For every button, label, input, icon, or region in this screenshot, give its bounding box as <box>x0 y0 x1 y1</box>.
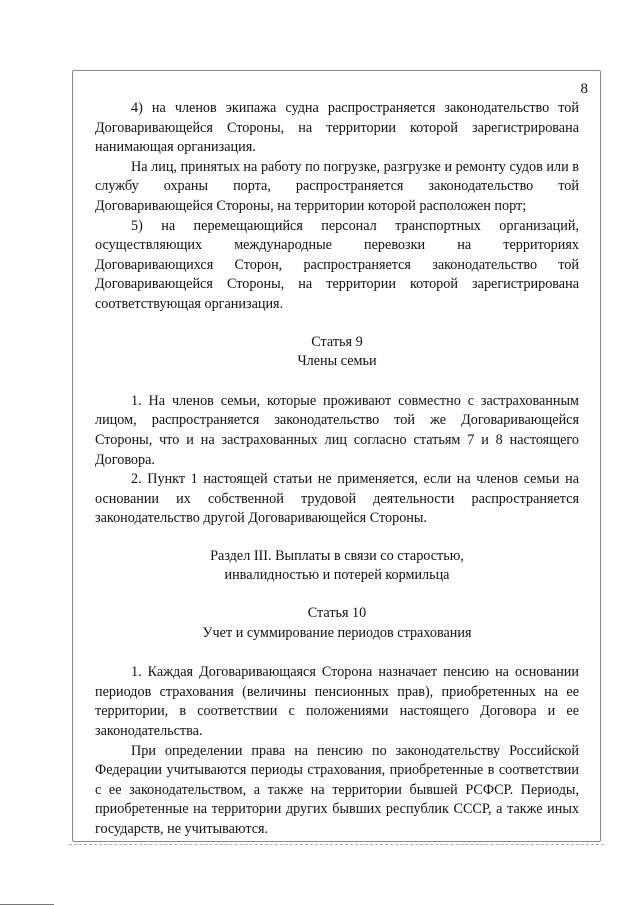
paragraph: На лиц, принятых на работу по погрузке, разгрузке и ремонту судов или в службу охраны порта, распространяется законодательство той Договаривающейся Стороны, на территории которой расположен порт; <box>95 158 579 214</box>
paragraph: 1. На членов семьи, которые проживают совместно с застрахованным лицом, распространяется законодательство той же Договаривающейся Стороны, что и на застрахованных лиц согласно статьям 7 и 8 настоящего Договора. <box>95 392 579 468</box>
section-3-heading-line-1: Раздел III. Выплаты в связи со старостью, <box>210 547 464 564</box>
paragraph: При определении права на пенсию по законодательству Российской Федерации учитываются периоды страхования, приобретенные в соответствии с ее законодательством, а также на территории бывшей РСФСР. Периоды, приобретенные на территории других бывших республик СССР, а также иных государств, не учитываются. <box>95 742 579 837</box>
page-number: 8 <box>580 81 588 97</box>
paragraph: 1. Каждая Договаривающаяся Сторона назначает пенсию на основании периодов страхования (величины пенсионных прав), приобретенных на ее территории, в соответствии с положениями настоящего Договора и ее законодательства. <box>95 664 579 740</box>
page-frame <box>72 70 601 842</box>
article-10-title: Учет и суммирование периодов страхования <box>202 624 472 641</box>
document-body <box>95 99 579 840</box>
section-3-heading-line-2: инвалидностью и потерей кормильца <box>224 567 450 584</box>
article-9-heading: Статья 9 <box>311 333 363 350</box>
paragraph: 4) на членов экипажа судна распространяется законодательство той Договаривающейся Стороны, на территории которой зарегистрирована нанимающая организация. <box>95 100 579 156</box>
paragraph: 5) на перемещающийся персонал транспортных организаций, осуществляющих международные перевозки на территориях Договаривающихся Сторон, распространяется законодательство той Договаривающейся Стороны, на территории которой зарегистрирована соответствующая организация. <box>95 217 579 312</box>
article-9-title: Члены семьи <box>297 353 377 370</box>
paragraph: 2. Пункт 1 настоящей статьи не применяется, если на членов семьи на основании их собственной трудовой деятельности распространяется законодательство другой Договаривающейся Стороны. <box>95 471 579 527</box>
article-10-heading: Статья 10 <box>307 605 367 622</box>
